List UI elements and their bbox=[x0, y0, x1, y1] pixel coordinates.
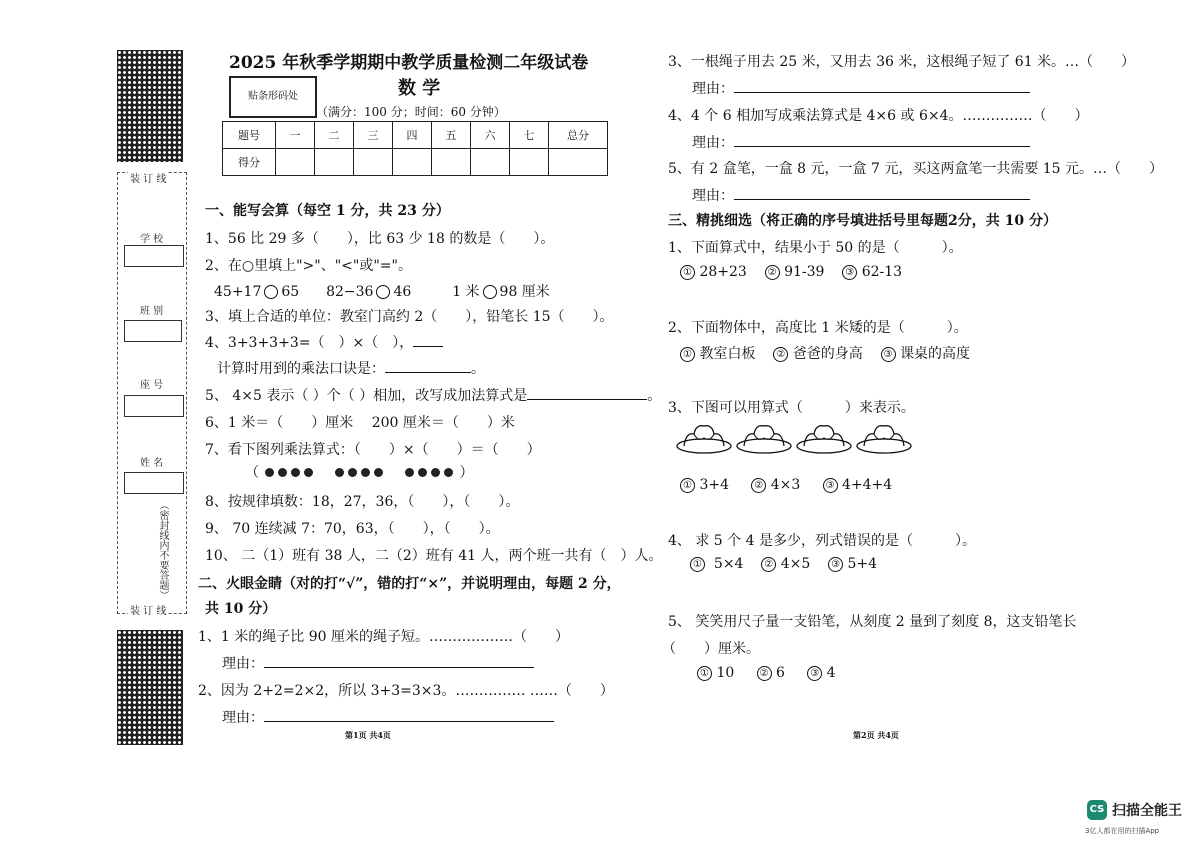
option-text: 6 bbox=[776, 665, 785, 681]
score-input[interactable] bbox=[549, 149, 608, 176]
score-table-cell: 四 bbox=[393, 122, 432, 149]
camscanner-logo-icon: CS bbox=[1087, 800, 1107, 820]
s2-question-1: 1、1 米的绳子比 90 厘米的绳子短。………………（ ） bbox=[198, 629, 569, 645]
answer-line[interactable] bbox=[264, 709, 554, 722]
reason-label: 理由： bbox=[222, 656, 264, 672]
s1-question-7: 7、看下图列乘法算式：（ ）×（ ）＝（ ） bbox=[205, 442, 541, 458]
option-number[interactable]: ① bbox=[697, 666, 712, 681]
s3-q1-options bbox=[680, 264, 902, 280]
option-text: 91-39 bbox=[784, 264, 825, 280]
smiley-icon bbox=[431, 468, 440, 477]
s3-q2-options bbox=[680, 343, 970, 363]
reason-label: 理由： bbox=[692, 188, 734, 204]
school-field[interactable] bbox=[124, 245, 184, 267]
score-input[interactable] bbox=[315, 149, 354, 176]
answer-line[interactable] bbox=[385, 360, 471, 373]
s3-question-5b: （ ）厘米。 bbox=[662, 641, 760, 657]
plates-illustration bbox=[676, 416, 916, 456]
s1-question-10: 10、 二（1）班有 38 人，二（2）班有 41 人，两个班一共有（ ）人。 bbox=[205, 548, 663, 564]
score-table-cell: 题号 bbox=[223, 122, 276, 149]
section2-title-cont: 共 10 分） bbox=[205, 601, 277, 617]
smiley-icon bbox=[291, 468, 300, 477]
score-input[interactable] bbox=[276, 149, 315, 176]
smiley-icon bbox=[374, 468, 383, 477]
answer-line[interactable] bbox=[413, 334, 443, 347]
smiley-icon bbox=[335, 468, 344, 477]
option-number[interactable]: ③ bbox=[828, 557, 843, 572]
binding-line-text-bottom: 装 订 线 bbox=[128, 602, 168, 617]
answer-line[interactable] bbox=[734, 134, 1030, 147]
option-number[interactable]: ③ bbox=[823, 478, 838, 493]
option-number[interactable]: ① bbox=[680, 265, 695, 280]
option-text: 62-13 bbox=[861, 264, 903, 280]
s1-question-4b: 计算时用到的乘法口诀是： 。 bbox=[217, 361, 485, 377]
answer-line[interactable] bbox=[527, 387, 647, 400]
s1-question-3: 3、填上合适的单位：教室门高约 2（ ），铅笔长 15（ ）。 bbox=[205, 309, 614, 325]
s1-question-1: 1、56 比 29 多（ ），比 63 少 18 的数是（ ）。 bbox=[205, 231, 555, 247]
option-text: 4+4+4 bbox=[841, 477, 893, 493]
s1-question-4 bbox=[205, 332, 443, 352]
option-text: 课桌的高度 bbox=[899, 346, 970, 362]
s1-question-2-items bbox=[214, 281, 550, 301]
name-field[interactable] bbox=[124, 472, 184, 494]
plate-icon bbox=[677, 426, 731, 453]
compare-circle-icon[interactable] bbox=[483, 285, 497, 299]
s1-question-8: 8、按规律填数：18，27，36，（ ），（ ）。 bbox=[205, 494, 520, 510]
score-input[interactable] bbox=[354, 149, 393, 176]
binding-warning: （密封线内不要答题） bbox=[157, 500, 168, 600]
option-number[interactable]: ① bbox=[680, 478, 695, 493]
s2-question-4: 4、4 个 6 相加写成乘法算式是 4×6 或 6×4。……………（ ） bbox=[668, 108, 1089, 124]
binding-line-text-top: 装 订 线 bbox=[128, 170, 168, 185]
option-text: 4 bbox=[826, 665, 836, 681]
score-table-cell: 六 bbox=[471, 122, 510, 149]
score-table-cell: 总分 bbox=[549, 122, 608, 149]
score-table-cell: 三 bbox=[354, 122, 393, 149]
score-table-cell: 二 bbox=[315, 122, 354, 149]
s3-q3-options bbox=[680, 477, 892, 493]
score-table-cell: 七 bbox=[510, 122, 549, 149]
s1-question-5-text: 5、 4×5 表示（ ）个（ ）相加，改写成加法算式是 bbox=[205, 388, 528, 404]
seat-label: 座 号 bbox=[140, 380, 164, 391]
smiley-icon bbox=[265, 468, 274, 477]
answer-line[interactable] bbox=[264, 655, 534, 668]
s3-question-3: 3、下图可以用算式（ ）来表示。 bbox=[668, 400, 915, 416]
smiley-icon bbox=[278, 468, 287, 477]
s2-reason-5 bbox=[692, 185, 1030, 205]
smiley-icon bbox=[304, 468, 313, 477]
smiley-icon bbox=[405, 468, 414, 477]
option-text: 教室白板 bbox=[699, 346, 756, 362]
reason-label: 理由： bbox=[692, 135, 734, 151]
plate-icon bbox=[797, 426, 851, 453]
smiley-icon bbox=[348, 468, 357, 477]
score-input[interactable] bbox=[432, 149, 471, 176]
s1-question-5: 5、 4×5 表示（ ）个（ ）相加，改写成加法算式是 。 bbox=[205, 388, 662, 404]
option-number[interactable]: ① bbox=[680, 347, 695, 362]
camscanner-tagline: 3亿人都在用的扫描App bbox=[1085, 827, 1160, 835]
plate-icon bbox=[857, 426, 911, 453]
reason-label: 理由： bbox=[692, 81, 734, 97]
option-number[interactable]: ② bbox=[761, 557, 776, 572]
camscanner-brand: 扫描全能王 bbox=[1112, 803, 1182, 819]
score-table-cell: 得分 bbox=[223, 149, 276, 176]
s3-question-2: 2、下面物体中，高度比 1 米矮的是（ ）。 bbox=[668, 320, 968, 336]
exam-title: 2025 年秋季学期期中教学质量检测二年级试卷 bbox=[229, 53, 589, 73]
compare-b-right: 46 bbox=[393, 284, 412, 300]
compare-circle-icon[interactable] bbox=[264, 285, 278, 299]
smiley-groups: （ ） bbox=[245, 465, 474, 481]
s1-question-9: 9、 70 连续减 7：70，63，（ ），（ ）。 bbox=[205, 521, 500, 537]
answer-line[interactable] bbox=[734, 80, 1030, 93]
option-number[interactable]: ③ bbox=[842, 265, 857, 280]
s3-question-5: 5、 笑笑用尺子量一支铅笔，从刻度 2 量到了刻度 8，这支铅笔长 bbox=[668, 614, 1077, 630]
s1-question-2: 2、在○里填上">"、"<"或"="。 bbox=[205, 258, 412, 274]
smiley-icon bbox=[444, 468, 453, 477]
option-number[interactable]: ② bbox=[765, 265, 780, 280]
section1-title: 一、能写会算（每空 1 分，共 23 分） bbox=[205, 203, 450, 219]
s1-question-4b-text: 计算时用到的乘法口诀是： bbox=[217, 361, 385, 377]
option-number[interactable]: ② bbox=[773, 347, 788, 362]
name-label: 姓 名 bbox=[140, 458, 164, 469]
option-text: 10 bbox=[716, 665, 735, 681]
class-field[interactable] bbox=[124, 320, 182, 342]
subject-title: 数 学 bbox=[398, 78, 441, 99]
section2-title: 二、火眼金睛（对的打“√”，错的打“×”，并说明理由，每题 2 分， bbox=[198, 576, 621, 592]
s3-q4-options bbox=[690, 556, 877, 572]
s3-question-1: 1、下面算式中，结果小于 50 的是（ ）。 bbox=[668, 240, 963, 256]
s2-reason-1 bbox=[222, 653, 534, 673]
barcode-box: 贴条形码处 bbox=[229, 76, 317, 118]
compare-b-left: 82−36 bbox=[326, 284, 374, 300]
s1-question-4-text: 4、3+3+3+3=（ ）×（ ）， bbox=[205, 335, 414, 351]
s2-reason-4 bbox=[692, 132, 1030, 152]
compare-a-left: 45+17 bbox=[214, 284, 262, 300]
exam-info: （满分：100 分；时间：60 分钟） bbox=[316, 105, 506, 119]
score-input[interactable] bbox=[510, 149, 549, 176]
option-number[interactable]: ③ bbox=[807, 666, 822, 681]
compare-c-right: 98 厘米 bbox=[499, 284, 550, 300]
option-number[interactable]: ② bbox=[751, 478, 766, 493]
page-number-1: 第1页 共4页 bbox=[345, 730, 391, 740]
score-table-score-row bbox=[223, 149, 608, 176]
option-text: 4×5 bbox=[780, 556, 811, 572]
score-table-cell: 一 bbox=[276, 122, 315, 149]
plate-icon bbox=[737, 426, 791, 453]
compare-c-left: 1 米 bbox=[452, 284, 480, 300]
s2-question-2: 2、因为 2+2=2×2，所以 3+3=3×3。…………… ……（ ） bbox=[198, 683, 614, 699]
score-input[interactable] bbox=[393, 149, 432, 176]
score-input[interactable] bbox=[471, 149, 510, 176]
class-label: 班 别 bbox=[140, 306, 164, 317]
option-text: 3+4 bbox=[699, 477, 729, 493]
score-table-cell: 五 bbox=[432, 122, 471, 149]
option-text: 4×3 bbox=[770, 477, 801, 493]
s2-question-3: 3、一根绳子用去 25 米，又用去 36 米，这根绳子短了 61 米。…（ ） bbox=[668, 54, 1136, 70]
binding-pattern-bottom bbox=[117, 630, 183, 745]
score-table-header-row bbox=[223, 122, 608, 149]
compare-a-right: 65 bbox=[281, 284, 300, 300]
section3-title: 三、精挑细选（将正确的序号填进括号里每题2分，共 10 分） bbox=[668, 213, 1057, 229]
compare-circle-icon[interactable] bbox=[376, 285, 390, 299]
smiley-icon bbox=[361, 468, 370, 477]
option-number[interactable]: ① bbox=[690, 557, 705, 572]
smiley-icon bbox=[418, 468, 427, 477]
seat-field[interactable] bbox=[124, 395, 184, 417]
page-number-2: 第2页 共4页 bbox=[853, 730, 899, 740]
s2-reason-3 bbox=[692, 78, 1030, 98]
option-text: 28+23 bbox=[699, 264, 747, 280]
s3-question-4: 4、 求 5 个 4 是多少，列式错误的是（ ）。 bbox=[668, 533, 976, 549]
option-number[interactable]: ② bbox=[757, 666, 772, 681]
score-table bbox=[222, 121, 608, 176]
s2-reason-2 bbox=[222, 707, 554, 727]
binding-pattern-top bbox=[117, 50, 183, 162]
s1-question-6: 6、1 米＝（ ）厘米 200 厘米＝（ ）米 bbox=[205, 415, 515, 431]
reason-label: 理由： bbox=[222, 710, 264, 726]
answer-line[interactable] bbox=[734, 187, 1030, 200]
option-text: 5+4 bbox=[847, 556, 878, 572]
s2-question-5: 5、有 2 盒笔，一盒 8 元，一盒 7 元，买这两盒笔一共需要 15 元。…（ ） bbox=[668, 161, 1164, 177]
option-text: 爸爸的身高 bbox=[792, 346, 863, 362]
school-label: 学 校 bbox=[140, 234, 164, 245]
option-text: 5×4 bbox=[713, 556, 744, 572]
s3-q5-options bbox=[697, 665, 836, 681]
option-number[interactable]: ③ bbox=[881, 347, 896, 362]
